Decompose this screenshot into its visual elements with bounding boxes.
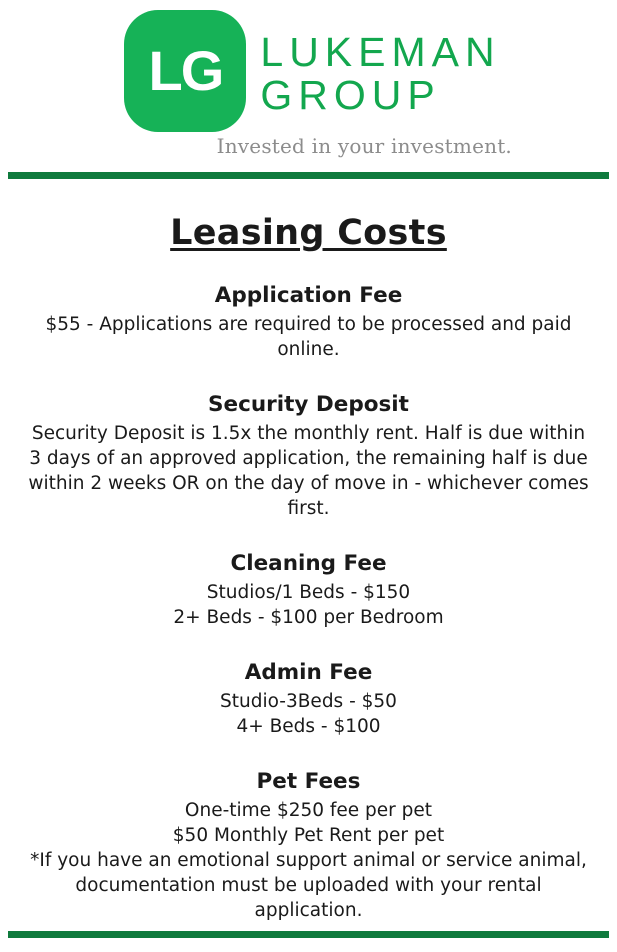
section-line: *If you have an emotional support animal or service animal, documentation must be uploaded with your rental application. (30, 850, 587, 921)
section-heading: Admin Fee (244, 660, 373, 685)
brand-name-line-2: GROUP (260, 72, 441, 118)
section-content (14, 580, 603, 630)
divider-bottom (8, 931, 609, 938)
section-content (14, 421, 603, 521)
section-line: $50 Monthly Pet Rent per pet (172, 825, 445, 846)
section-line: Studio-3Beds - $50 (220, 691, 397, 712)
section-heading: Cleaning Fee (230, 551, 387, 576)
section-line: One-time $250 fee per pet (184, 800, 433, 821)
section-content (14, 798, 603, 923)
section-line: Security Deposit is 1.5x the monthly rent. Half is due within 3 days of an approved application, the remaining half is due within 2 weeks OR on the day of move in - whichever comes first. (28, 423, 589, 519)
divider-top (8, 172, 609, 179)
section-admin-fee (14, 660, 603, 739)
section-pet-fees (14, 769, 603, 923)
section-heading: Application Fee (214, 283, 403, 308)
logo-wordmark (260, 25, 500, 117)
section-content (14, 312, 603, 362)
section-heading: Pet Fees (256, 769, 361, 794)
brand-name-line-1: LUKEMAN (260, 28, 501, 75)
section-heading: Security Deposit (208, 392, 409, 417)
brand-header (0, 0, 617, 140)
section-line: 4+ Beds - $100 (236, 716, 381, 737)
logo-mark-icon (124, 10, 246, 132)
section-content (14, 689, 603, 739)
page-title: Leasing Costs (170, 213, 447, 253)
section-line: 2+ Beds - $100 per Bedroom (173, 607, 444, 628)
section-cleaning-fee (14, 551, 603, 630)
section-application-fee (14, 283, 603, 362)
section-line: $55 - Applications are required to be processed and paid online. (45, 314, 572, 360)
brand-tagline: Invested in your investment. (216, 134, 512, 158)
logo (124, 10, 500, 132)
section-line: Studios/1 Beds - $150 (206, 582, 411, 603)
logo-monogram: LG (148, 39, 223, 102)
document-body (0, 213, 617, 923)
section-security-deposit (14, 392, 603, 521)
